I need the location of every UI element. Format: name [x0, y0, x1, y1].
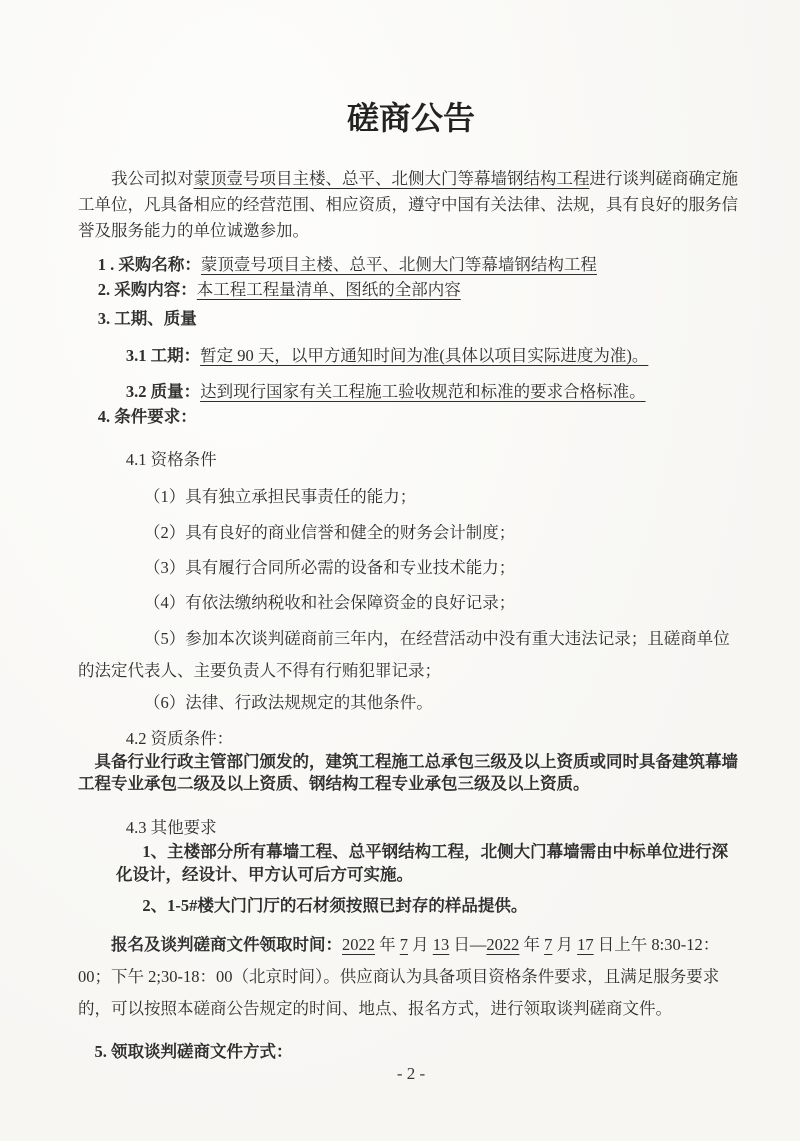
other-requirement-item: 1、主楼部分所有幕墙工程、总平钢结构工程，北侧大门幕墙需由中标单位进行深化设计，经设计、甲方认可后方可实施。: [115, 842, 729, 884]
registration-start-day: 13: [432, 935, 450, 954]
registration-time-label: 报名及谈判磋商文件领取时间：: [111, 935, 342, 954]
registration-sep: 年: [519, 935, 545, 954]
intro-rest: 进行谈判磋商确定施工单位，凡具备相应的经营范围、相应资质，遵守中国有关法律、法规，具有良好的服务信誉及服务能力的单位诚邀参加。: [78, 169, 738, 240]
credential-heading: 4.2 资质条件：: [125, 729, 234, 748]
other-requirement-item: 2、1-5#楼大门门厅的石材须按照已封存的样品提供。: [142, 896, 528, 915]
collection-method-heading: 5. 领取谈判磋商文件方式：: [94, 1042, 293, 1061]
page-number: - 2 -: [396, 1064, 426, 1083]
procurement-content-row: [98, 277, 744, 302]
registration-sep: 月: [552, 935, 578, 954]
quality-label: 3.2 质量：: [125, 382, 201, 401]
condition-item: （6）法律、行政法规规定的其他条件。: [144, 693, 433, 712]
registration-end-year: 2022: [486, 935, 520, 954]
duration-label: 3.1 工期：: [125, 346, 201, 365]
duration-row: [126, 343, 744, 368]
document-title: 磋商公告: [346, 100, 475, 136]
quality-row: [126, 379, 744, 404]
credential-paragraph: 具备行业行政主管部门颁发的，建筑工程施工总承包三级及以上资质或同时具备建筑幕墙工程专业承包二级及以上资质、钢结构工程专业承包三级及以上资质。: [78, 752, 738, 793]
registration-time-rest: 日上午 8:30-12：00；下午 2;30-18：00（北京时间）。供应商认为具备项目资格条件要求，且满足服务要求的，可以按照本磋商公告规定的时间、地点、报名方式，进行领取谈判磋商文件。: [78, 935, 720, 1018]
procurement-content-value: 本工程工程量清单、图纸的全部内容: [196, 280, 461, 299]
registration-end-day: 17: [577, 935, 594, 954]
condition-item: （5）参加本次谈判磋商前三年内，在经营活动中没有重大违法记录；且磋商单位的法定代表人、主要负责人不得有行贿犯罪记录；: [78, 629, 730, 680]
registration-start-month: 7: [399, 935, 408, 954]
registration-time-paragraph: [78, 929, 744, 1025]
procurement-content-label: 2. 采购内容：: [97, 280, 197, 299]
registration-sep: 月: [408, 935, 433, 954]
intro-paragraph: [78, 166, 744, 244]
duration-value: 暂定 90 天，以甲方通知时间为准(具体以项目实际进度为准)。: [200, 346, 649, 365]
condition-item: （4）有依法缴纳税收和社会保障资金的良好记录；: [144, 593, 516, 612]
other-requirements-heading: 4.3 其他要求: [125, 818, 217, 837]
procurement-name-row: [98, 252, 744, 277]
registration-end-month: 7: [544, 935, 553, 954]
quality-value: 达到现行国家有关工程施工验收规范和标准的要求合格标准。: [200, 382, 646, 401]
requirements-heading: 4. 条件要求：: [97, 407, 197, 426]
intro-project-name: 蒙顶壹号项目主楼、总平、北侧大门等幕墙钢结构工程: [193, 169, 590, 188]
intro-lead: 我公司拟对: [111, 169, 194, 188]
procurement-name-value: 蒙顶壹号项目主楼、总平、北侧大门等幕墙钢结构工程: [200, 255, 597, 274]
schedule-quality-heading: 3. 工期、质量: [97, 309, 197, 328]
condition-item: （3）具有履行合同所必需的设备和专业技术能力；: [144, 558, 516, 577]
registration-sep: 日—: [449, 935, 487, 954]
qualification-heading: 4.1 资格条件: [125, 450, 217, 469]
condition-item: （2）具有良好的商业信誉和健全的财务会计制度；: [144, 523, 516, 542]
condition-item: （1）具有独立承担民事责任的能力；: [144, 487, 417, 506]
registration-sep: 年: [375, 935, 400, 954]
procurement-name-label: 1 . 采购名称：: [97, 255, 201, 274]
registration-start-year: 2022: [342, 935, 375, 954]
